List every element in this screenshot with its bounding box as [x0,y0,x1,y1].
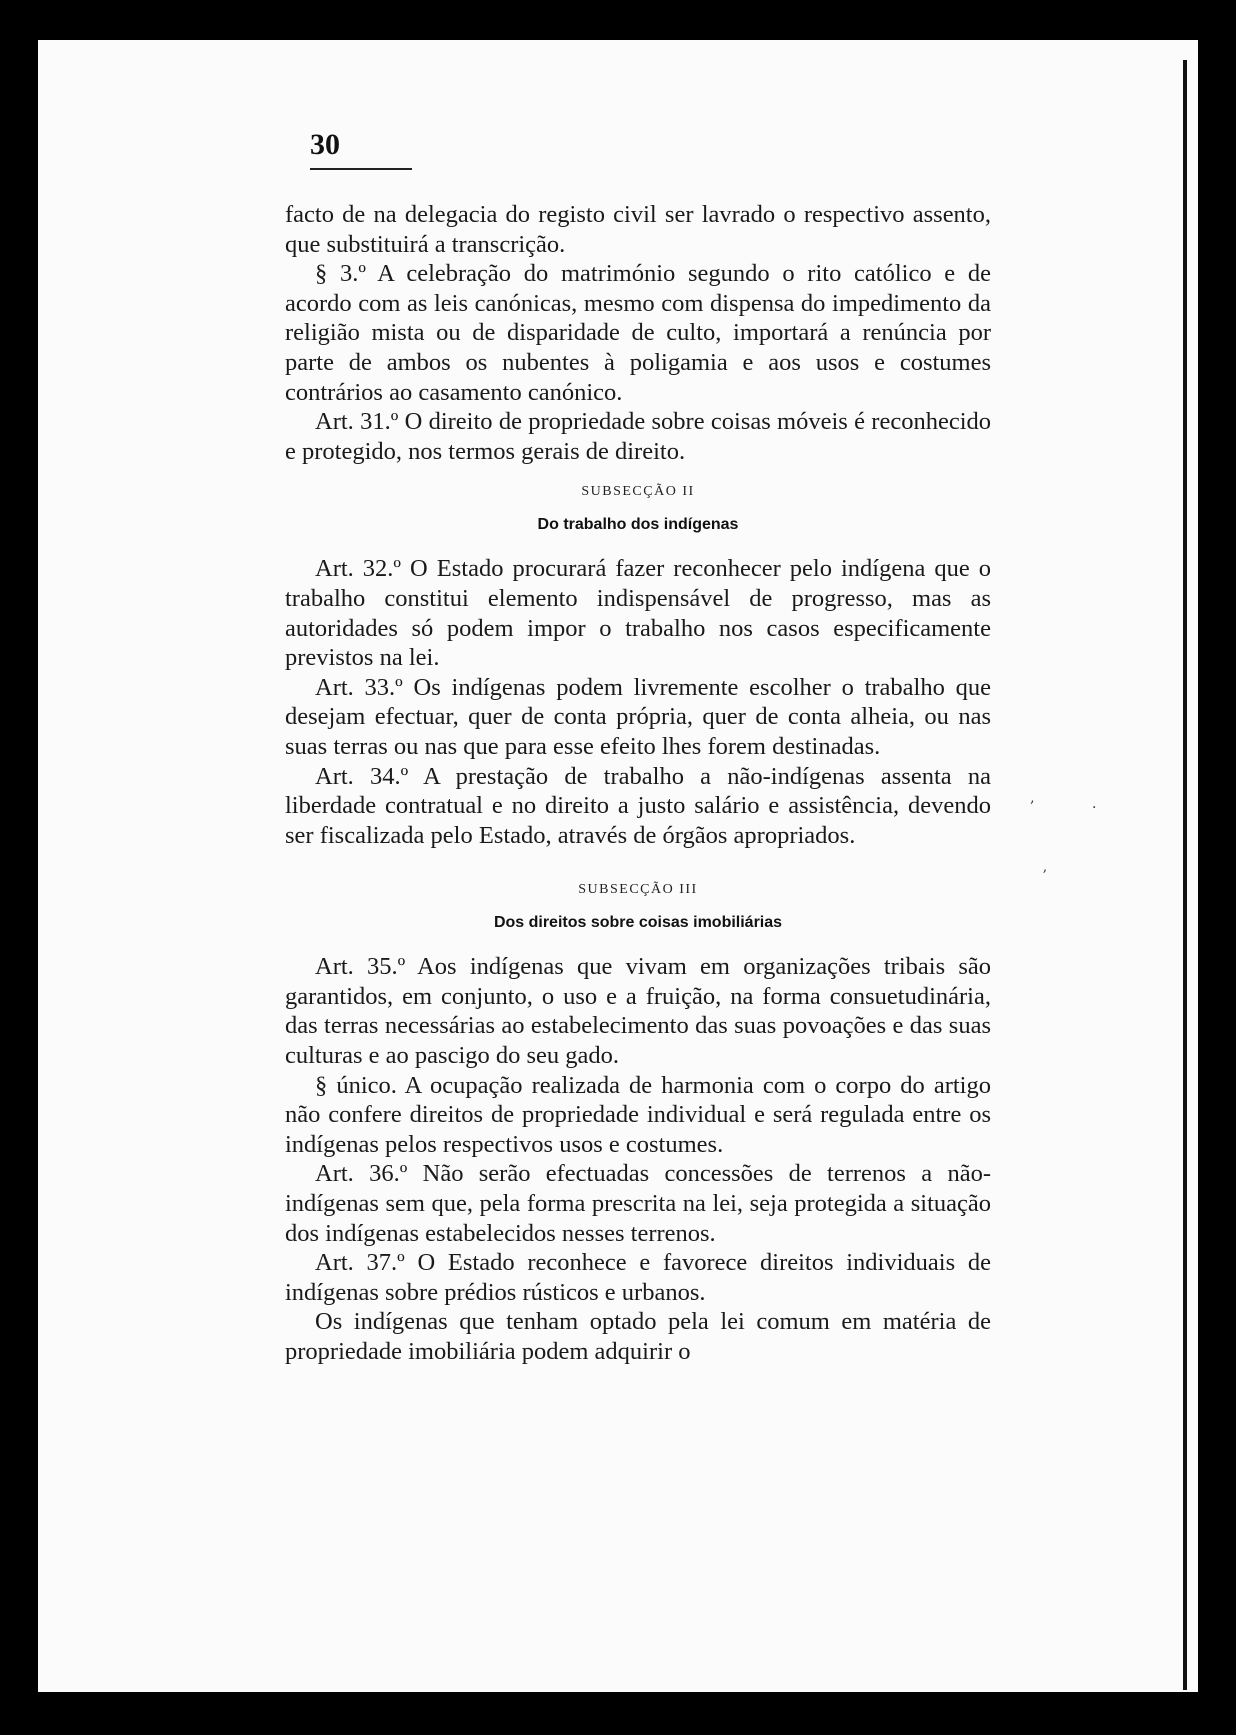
page-number: 30 [310,128,340,161]
subsection-label: SUBSECÇÃO III [578,882,698,898]
subsection-title: Do trabalho dos indígenas [537,516,739,534]
paragraph: Art. 34.º A prestação de trabalho a não-indígenas assenta na liberdade contratual e no direito a justo salário e assistência, devendo ser fiscalizada pelo Estado, através de órgãos apropriados. [285,762,991,849]
paragraph: § único. A ocupação realizada de harmonia com o corpo do artigo não confere direitos de propriedade individual e será regulada entre os indígenas pelos respectivos usos e costumes. [285,1071,991,1158]
ink-speck: ʼ [1042,868,1047,884]
paragraph: Art. 31.º O direito de propriedade sobre coisas móveis é reconhecido e protegido, nos termos gerais de direito. [285,408,991,465]
body-text [285,200,991,1367]
paragraph: facto de na delegacia do registo civil ser lavrado o respectivo assento, que substituirá a transcrição. [285,201,991,258]
paragraph: § 3.º A celebração do matrimónio segundo o rito católico e de acordo com as leis canónicas, mesmo com dispensa do impedimento da religião mista ou de disparidade de culto, importará a renúncia por parte de ambos os nubentes à poligamia e aos usos e costumes contrários ao casamento canónico. [285,260,991,406]
page-edge-rule [1183,60,1187,1690]
paragraph: Art. 37.º O Estado reconhece e favorece direitos individuais de indígenas sobre prédios rústicos e urbanos. [285,1249,991,1306]
page-number-underline [310,168,412,170]
paragraph: Art. 32.º O Estado procurará fazer reconhecer pelo indígena que o trabalho constitui elemento indispensável de progresso, mas as autoridades só podem impor o trabalho nos casos especificamente previstos na lei. [285,555,991,672]
ink-speck: ‚ [1030,790,1035,806]
subsection-title: Dos direitos sobre coisas imobiliárias [493,914,783,932]
paragraph: Os indígenas que tenham optado pela lei comum em matéria de propriedade imobiliária podem adquirir o [285,1308,991,1365]
paragraph: Art. 35.º Aos indígenas que vivam em organizações tribais são garantidos, em conjunto, o uso e a fruição, na forma consuetudinária, das terras necessárias ao estabelecimento das suas povoações e das suas culturas e ao pascigo do seu gado. [285,953,991,1070]
paragraph: Art. 36.º Não serão efectuadas concessões de terrenos a não-indígenas sem que, pela forma prescrita na lei, seja protegida a situação dos indígenas estabelecidos nesses terrenos. [285,1160,991,1247]
ink-speck: · [1092,800,1097,816]
subsection-label: SUBSECÇÃO II [581,484,695,500]
paragraph: Art. 33.º Os indígenas podem livremente escolher o trabalho que desejam efectuar, quer de conta própria, quer de conta alheia, ou nas suas terras ou nas que para esse efeito lhes forem destinadas. [285,673,991,760]
